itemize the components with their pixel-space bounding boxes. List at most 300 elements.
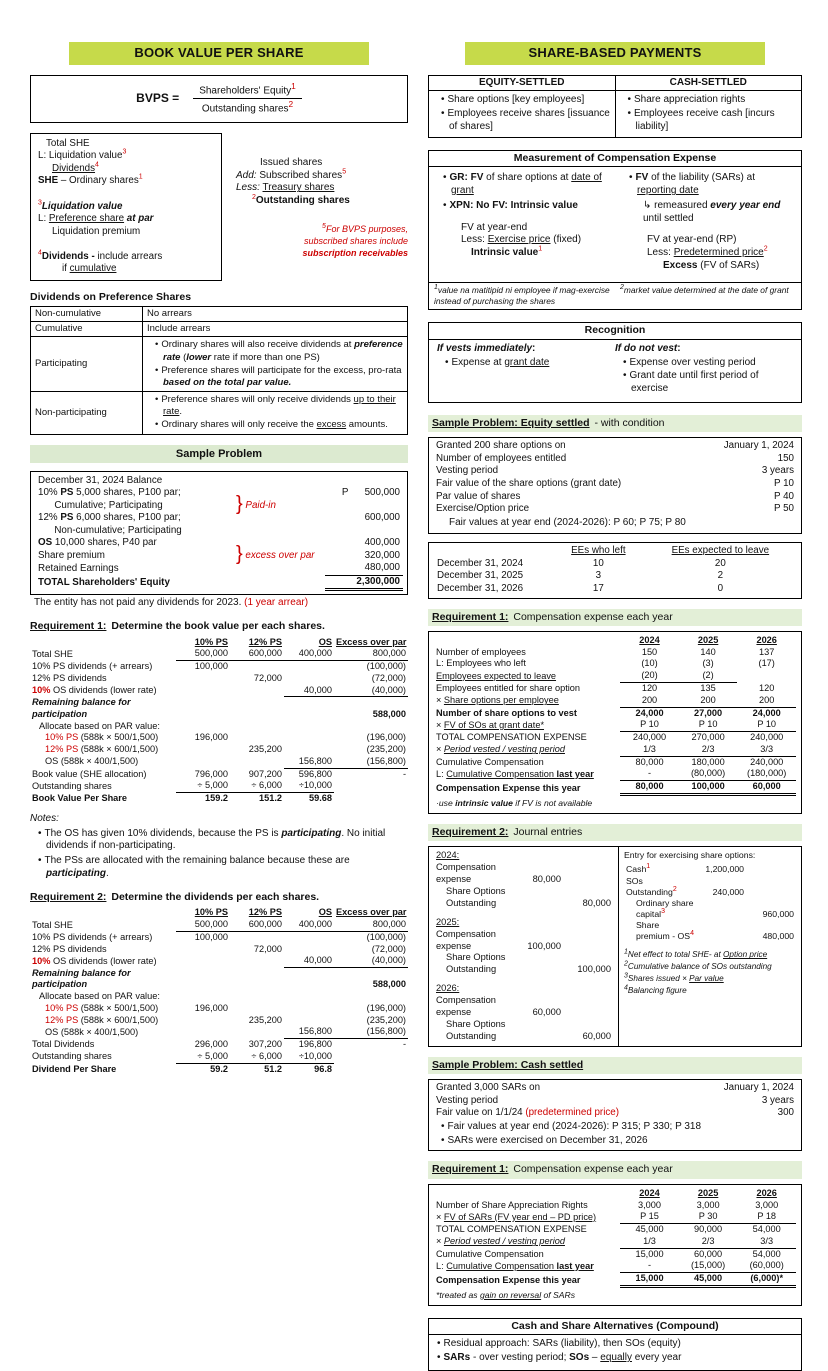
text-segment: last year	[556, 768, 594, 779]
table-cell: Number of Share Appreciation Rights	[436, 1199, 588, 1210]
text-segment: Exercise price	[487, 234, 551, 246]
text-segment: Subscribed shares	[256, 169, 343, 181]
text-segment: SARs were exercised on December 31, 2026	[447, 1134, 648, 1146]
text-segment: Ordinary share capital	[636, 897, 694, 919]
table-cell: 240,000	[750, 756, 784, 767]
table-row	[624, 898, 796, 920]
table-cell: Compensation Expense this year	[436, 782, 581, 793]
table-row	[624, 864, 796, 875]
text-segment: amounts.	[346, 419, 388, 431]
table-row	[434, 1248, 796, 1260]
table-cell: P 18	[737, 1211, 796, 1223]
heading-main: Sample Problem: Equity settled	[432, 416, 590, 429]
table-cell	[176, 955, 230, 967]
table-cell: (100,000)	[366, 931, 406, 942]
table-row	[434, 756, 796, 768]
text-segment: 4	[95, 161, 99, 169]
table-cell: 3,000	[755, 1199, 779, 1210]
dividends-allocation-table	[30, 907, 408, 1075]
text-line	[38, 150, 214, 163]
equity-expense-box	[428, 631, 802, 814]
employees-left-box	[428, 542, 802, 598]
measurement-box	[428, 150, 802, 311]
text-segment: 2	[252, 193, 256, 201]
table-cell: 120	[759, 683, 775, 693]
table-cell	[325, 475, 403, 488]
text-segment: SOs	[569, 1352, 590, 1364]
table-row	[433, 583, 797, 596]
text-segment: Preference share	[48, 213, 125, 225]
table-cell: 60,000	[532, 1007, 561, 1018]
text-segment: 2	[672, 885, 677, 893]
table-cell	[30, 744, 176, 756]
table-cell: 100,000	[527, 940, 561, 951]
text-segment: ×	[436, 1211, 444, 1222]
text-segment: last year	[556, 1260, 594, 1271]
column-header: OS	[318, 636, 332, 647]
compound-box	[428, 1318, 802, 1371]
table-cell	[737, 670, 796, 682]
outstanding-shares-block	[222, 133, 408, 281]
table-cell: 200	[679, 695, 738, 707]
list-item	[437, 1338, 793, 1351]
table-cell	[434, 719, 620, 731]
text-segment: SOs Outstanding	[626, 875, 673, 897]
table-cell	[434, 670, 620, 682]
cash-sample-bullets	[433, 1121, 797, 1148]
table-cell: 2,300,000	[325, 575, 403, 590]
table-cell: 24,000	[635, 707, 664, 718]
table-cell: 151.2	[259, 793, 282, 804]
requirement-text: Determine the dividends per each shares.	[108, 890, 320, 903]
intrinsic-value-calc	[461, 222, 605, 260]
nonparticipating-rules	[147, 394, 403, 431]
table-cell	[563, 929, 613, 953]
exercise-entry-table	[624, 864, 796, 942]
table-cell: P 40	[774, 490, 794, 502]
table-cell	[233, 487, 325, 500]
text-segment: OS	[38, 537, 53, 549]
text-segment: gain on reversal	[479, 1289, 542, 1300]
table-cell	[176, 1015, 230, 1027]
do-not-vest-list	[615, 357, 793, 396]
table-cell: 307,200	[248, 1039, 282, 1050]
text-segment: 5,000 shares, P100 par;	[73, 487, 181, 499]
text-segment: reporting date	[637, 185, 699, 197]
column-header: 2025	[697, 1187, 719, 1198]
table-cell	[176, 944, 230, 956]
table-row	[31, 392, 408, 434]
table-cell	[624, 920, 696, 942]
table-cell	[563, 862, 613, 886]
table-row	[30, 721, 408, 733]
table-cell: 596,800	[298, 768, 332, 779]
text-line	[624, 986, 796, 998]
table-cell	[434, 1260, 620, 1272]
journal-footnotes	[624, 950, 796, 998]
table-row	[433, 1095, 797, 1108]
table-cell: Share Options Outstanding	[446, 952, 506, 975]
equity-sample-box	[428, 437, 802, 534]
text-segment: Period vested / vesting period	[443, 744, 565, 755]
text-segment: (588k × 600/1,500)	[80, 1014, 159, 1025]
table-cell	[30, 732, 176, 744]
table-row	[30, 1039, 408, 1051]
text-segment: . No initial dividends if non-participating.	[46, 827, 386, 852]
table-cell: (40,000)	[334, 685, 408, 697]
text-segment: Share appreciation rights	[634, 94, 746, 106]
text-segment: Issued shares	[260, 156, 323, 168]
list-item	[38, 855, 408, 881]
text-segment: 1	[624, 948, 628, 956]
pref-dividends-heading: Dividends on Preference Shares	[30, 290, 192, 303]
table-row	[30, 1026, 408, 1038]
text-line	[236, 236, 408, 248]
text-segment: Dividends -	[41, 250, 95, 262]
text-segment: 12%	[38, 512, 61, 524]
cash-sample-box	[428, 1079, 802, 1151]
text-segment: –	[589, 1352, 601, 1364]
text-segment: ↳ remeasured	[643, 199, 711, 211]
text-segment: Balancing figure	[627, 986, 687, 996]
table-cell	[334, 991, 408, 1003]
fair-values-line: Fair values at year end (2024-2026): P 60; P 75; P 80	[449, 516, 686, 528]
requirement-label: Requirement 1:	[30, 620, 107, 633]
text-line	[38, 263, 214, 276]
table-row	[433, 491, 797, 504]
table-cell	[334, 721, 408, 733]
text-segment: every year end	[710, 199, 781, 211]
table-row	[30, 648, 408, 660]
table-cell	[563, 850, 613, 862]
table-cell: Book Value Per Share	[32, 793, 127, 804]
table-cell	[434, 1211, 620, 1223]
table-row	[434, 952, 613, 976]
table-cell	[284, 944, 334, 956]
table-cell	[230, 968, 284, 992]
table-cell: December 31, 2025	[437, 570, 524, 582]
she-computation-box	[30, 133, 222, 281]
numerator-text: Shareholders' Equity	[199, 84, 292, 96]
text-segment: Excess	[663, 260, 698, 272]
text-segment: Par value	[689, 974, 724, 984]
text-segment: SARs	[443, 1352, 471, 1364]
measurement-title: Measurement of Compensation Expense	[429, 151, 801, 167]
table-row	[429, 91, 802, 137]
text-line	[38, 251, 214, 264]
text-segment: Ordinary shares will also receive dividends at	[161, 339, 355, 351]
measurement-right	[615, 167, 801, 282]
table-cell: P 500,000	[341, 487, 400, 499]
equity-sample-table	[433, 440, 797, 515]
text-segment: 6,000 shares, P100 par;	[73, 512, 181, 524]
table-cell: 45,000	[679, 1273, 738, 1287]
table-cell: (180,000)	[737, 768, 796, 780]
table-cell: Outstanding shares	[32, 780, 112, 791]
text-segment: FV at year-end (RP)	[647, 234, 737, 246]
table-cell: 15,000	[620, 1273, 679, 1287]
text-segment: 1	[434, 284, 438, 292]
text-segment: Preference shares will participate for the excess, pro-rata	[161, 364, 402, 376]
table-row	[30, 1063, 408, 1075]
text-line	[436, 1290, 794, 1302]
text-segment: (fixed)	[550, 234, 582, 246]
text-line	[647, 234, 791, 247]
table-cell	[284, 991, 334, 1003]
table-cell: 588,000	[372, 979, 406, 990]
table-row	[30, 991, 408, 1003]
table-cell	[143, 392, 408, 434]
text-line	[624, 962, 796, 974]
requirement-label: Requirement 1:	[432, 1163, 509, 1176]
table-cell	[334, 780, 408, 792]
table-cell: (235,200)	[366, 744, 406, 755]
pref-dividends-table	[30, 306, 408, 434]
table-cell	[513, 886, 563, 910]
text-line	[615, 343, 793, 356]
table-cell: 72,000	[253, 672, 282, 683]
table-cell: (196,000)	[366, 1002, 406, 1013]
text-segment: Grant date until first period of exercise	[629, 370, 759, 395]
table-cell: 10	[592, 557, 604, 569]
table-row	[434, 850, 613, 862]
table-row	[434, 732, 796, 744]
table-cell: (235,200)	[366, 1014, 406, 1025]
table-cell: 135	[700, 683, 716, 693]
table-row	[624, 876, 796, 898]
table-cell: 140	[700, 646, 716, 657]
column-header: 10% PS	[194, 907, 228, 918]
bvps-subscription-note	[236, 224, 408, 260]
text-segment: Net effect to total SHE- at	[627, 950, 724, 960]
table-row	[30, 685, 408, 697]
table-row	[30, 919, 408, 931]
table-cell: L: Employees who left	[436, 658, 526, 669]
text-line	[236, 224, 408, 236]
table-cell: 40,000	[284, 955, 334, 967]
table-cell: TOTAL Shareholders' Equity	[38, 577, 170, 589]
table-cell: 3,000	[638, 1199, 661, 1210]
table-cell: (72,000)	[371, 943, 406, 954]
left-column	[30, 42, 408, 1371]
table-cell: 180,000	[691, 756, 725, 767]
text-segment: excess over par	[242, 549, 315, 561]
cash-requirement-1-heading	[428, 1161, 802, 1178]
table-cell: 2/3	[679, 1236, 738, 1248]
table-cell	[624, 898, 696, 920]
table-cell: Allocate based on PAR value:	[39, 991, 160, 1002]
text-segment: Total SHE	[46, 137, 90, 149]
text-segment: Residual approach: SARs (liability), then SOs (equity)	[443, 1338, 681, 1350]
list-item	[623, 357, 793, 370]
table-header-row	[30, 637, 408, 649]
table-cell	[513, 1019, 563, 1043]
table-cell: Vesting period	[436, 1094, 499, 1106]
table-row	[434, 910, 613, 929]
table-cell: ÷ 6,000	[230, 1051, 284, 1063]
table-cell: (10)	[641, 658, 658, 669]
table-row	[31, 337, 408, 392]
text-segment: subscription receivables	[302, 248, 408, 259]
table-cell	[230, 732, 284, 744]
table-cell	[230, 661, 284, 673]
table-cell: (3)	[702, 658, 714, 669]
text-segment: Liquidation premium	[52, 225, 141, 237]
text-segment: Intrinsic value	[471, 247, 539, 259]
text-segment: of SARs	[541, 1289, 576, 1300]
table-cell: ÷10,000	[284, 1051, 334, 1063]
bvps-fraction	[193, 81, 302, 116]
table-cell	[696, 920, 746, 942]
table-row	[30, 768, 408, 780]
table-cell: 54,000	[752, 1224, 781, 1235]
text-segment: ×	[436, 744, 444, 755]
text-segment: 3	[661, 908, 666, 916]
text-segment: at par	[126, 213, 154, 225]
text-segment: XPN: No FV: Intrinsic value	[449, 199, 578, 211]
table-row	[35, 500, 403, 513]
table-cell: Share Options Outstanding	[446, 886, 506, 908]
text-segment: 3	[624, 972, 628, 980]
table-cell: 2	[717, 570, 724, 582]
table-cell	[233, 475, 325, 488]
table-cell: Participating	[31, 337, 143, 392]
table-cell: 137	[759, 646, 775, 657]
text-segment: Remaining balance for participation	[32, 696, 131, 719]
table-cell	[284, 1015, 334, 1027]
table-cell: Share premium	[38, 549, 105, 561]
table-row	[624, 920, 796, 942]
vests-immediately-col	[437, 343, 615, 397]
text-segment: Employees receive cash [incurs liability]	[634, 108, 775, 133]
text-segment: Preference shares will only receive dividends	[161, 394, 354, 406]
text-segment: *treated as	[436, 1289, 480, 1300]
table-row	[35, 475, 403, 488]
table-cell	[230, 697, 284, 721]
table-cell	[563, 995, 613, 1019]
table-row	[434, 683, 796, 695]
table-cell	[233, 512, 325, 525]
table-cell: (156,800)	[334, 1026, 408, 1038]
table-header-row	[429, 75, 802, 91]
text-segment: if	[62, 263, 70, 275]
formula-denominator	[193, 99, 302, 116]
intrinsic-value-note	[434, 796, 796, 810]
table-cell	[35, 512, 233, 525]
table-row	[434, 862, 613, 886]
column-header: EEs expected to leave	[671, 545, 770, 557]
text-segment: Fair values at year end (2024-2026): P 315; P 330; P 318	[447, 1120, 702, 1132]
list-item	[628, 94, 798, 107]
text-line	[620, 285, 796, 297]
bvps-lhs: BVPS =	[136, 90, 180, 105]
table-cell: Allocate based on PAR value:	[39, 720, 160, 731]
table-row	[434, 1260, 796, 1272]
table-cell: (40,000)	[334, 955, 408, 967]
text-segment: PS	[60, 487, 74, 499]
text-segment: 10%	[32, 955, 51, 966]
text-segment: SHE	[38, 175, 59, 187]
text-line	[236, 170, 408, 183]
text-segment: equally	[600, 1352, 632, 1364]
table-cell: 15,000	[635, 1248, 664, 1259]
text-segment: L:	[38, 213, 49, 225]
table-cell	[284, 721, 334, 733]
table-row	[30, 955, 408, 967]
table-cell: 59.68	[309, 793, 332, 804]
table-row	[434, 1236, 796, 1248]
table-cell: } Paid-in	[236, 492, 276, 515]
text-segment: :	[532, 342, 536, 354]
table-cell: 235,200	[248, 1014, 282, 1025]
text-segment: Share premium - OS	[636, 920, 691, 942]
table-header-row	[434, 1188, 796, 1200]
table-cell: 100,000	[194, 931, 228, 942]
text-segment: The PSs are allocated with the remaining balance because these are	[44, 855, 350, 867]
text-segment: OS dividends (lower rate)	[50, 685, 157, 696]
table-row	[31, 322, 408, 337]
text-segment: Less:	[236, 182, 260, 194]
table-header-row	[30, 907, 408, 919]
text-segment: Remaining balance for participation	[32, 967, 131, 990]
table-cell: Granted 3,000 SARs on	[436, 1082, 541, 1094]
table-cell	[513, 910, 563, 929]
table-cell	[284, 744, 334, 756]
table-cell: 90,000	[694, 1224, 723, 1235]
table-cell: Number of employees entitled	[436, 452, 567, 464]
table-cell: 240,000	[632, 732, 667, 743]
text-line	[38, 188, 214, 201]
text-line	[643, 200, 795, 226]
table-cell: 159.2	[205, 793, 228, 804]
table-cell: 72,000	[253, 943, 282, 954]
list-item	[38, 828, 408, 854]
table-row	[30, 1051, 408, 1063]
table-row	[30, 744, 408, 756]
left-section-title: BOOK VALUE PER SHARE	[69, 42, 369, 65]
table-cell	[624, 864, 696, 875]
text-segment	[38, 238, 41, 249]
table-cell	[284, 1003, 334, 1015]
text-segment: 4	[690, 930, 694, 938]
cash-expense-box	[428, 1184, 802, 1306]
table-row	[434, 719, 796, 731]
sample-problem-bar: Sample Problem	[30, 445, 408, 463]
text-segment: ×	[436, 1236, 444, 1247]
cash-expense-table	[434, 1188, 796, 1288]
table-cell: 907,200	[248, 768, 282, 779]
text-segment: (588k × 500/1,500)	[80, 1002, 159, 1013]
list-item	[155, 394, 403, 418]
table-cell: 2024:	[436, 850, 460, 861]
text-segment: if FV is not available	[512, 797, 593, 808]
table-cell: 400,000	[284, 919, 334, 931]
table-cell: TOTAL COMPENSATION EXPENSE	[436, 1224, 587, 1235]
requirement-1-heading	[30, 620, 408, 633]
table-cell: -	[620, 1260, 679, 1272]
table-cell: 3	[595, 570, 602, 582]
table-cell: P 10	[620, 719, 679, 731]
text-segment: cumulative	[69, 263, 117, 275]
table-cell: ÷ 5,000	[176, 1051, 230, 1063]
table-cell: Non-cumulative; Participating	[38, 524, 182, 536]
table-cell: } excess over par	[236, 542, 315, 565]
text-segment: every year	[631, 1352, 682, 1364]
list-item	[443, 200, 609, 213]
footnote-ref: 1	[291, 80, 296, 91]
table-cell	[176, 1026, 230, 1038]
compound-title: Cash and Share Alternatives (Compound)	[429, 1319, 801, 1335]
